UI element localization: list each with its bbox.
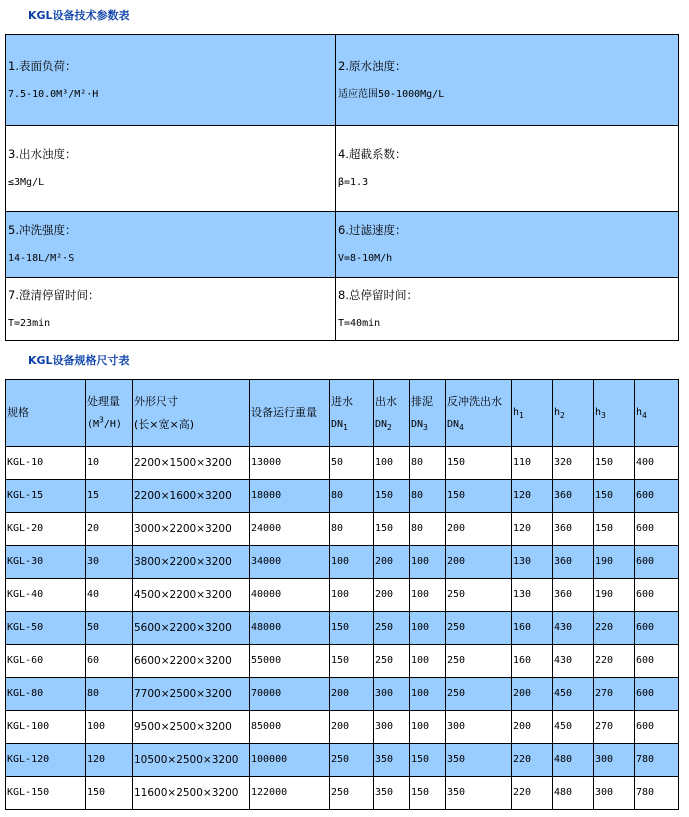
cell-weight: 55000 <box>250 645 330 678</box>
cell-h2: 360 <box>553 546 594 579</box>
cell-h3: 270 <box>594 678 635 711</box>
param-label: 2.原水浊度： <box>338 58 407 73</box>
cell-h2: 430 <box>553 612 594 645</box>
cell-h2: 360 <box>553 579 594 612</box>
param-cell <box>6 126 336 212</box>
cell-backwash-dn4: 150 <box>446 480 512 513</box>
cell-inlet-dn1: 150 <box>330 612 374 645</box>
cell-h1: 160 <box>512 645 553 678</box>
cell-dimensions: 3000×2200×3200 <box>133 513 250 546</box>
cell-capacity: 120 <box>86 744 133 777</box>
table-row <box>6 711 679 744</box>
cell-inlet-dn1: 80 <box>330 480 374 513</box>
cell-h1: 110 <box>512 447 553 480</box>
cell-h2: 430 <box>553 645 594 678</box>
param-cell <box>6 212 336 278</box>
cell-outlet-dn2: 300 <box>374 711 410 744</box>
param-value: 14-18L/M²·S <box>8 253 75 264</box>
cell-h3: 190 <box>594 579 635 612</box>
param-label: 7.澄清停留时间： <box>8 287 100 302</box>
cell-sludge-dn3: 150 <box>410 744 446 777</box>
header-h3: $h_3$ <box>594 380 635 447</box>
cell-model: KGL-60 <box>6 645 86 678</box>
cell-sludge-dn3: 80 <box>410 447 446 480</box>
cell-sludge-dn3: 100 <box>410 612 446 645</box>
cell-model: KGL-15 <box>6 480 86 513</box>
cell-weight: 34000 <box>250 546 330 579</box>
cell-outlet-dn2: 250 <box>374 645 410 678</box>
param-cell <box>6 35 336 126</box>
header-inlet: 进水 $DN_1$ <box>330 380 374 447</box>
header-dimensions: 外形尺寸 (长×宽×高) <box>133 380 250 447</box>
cell-backwash-dn4: 350 <box>446 744 512 777</box>
cell-h3: 300 <box>594 777 635 810</box>
header-sludge: 排泥 $DN_3$ <box>410 380 446 447</box>
header-h1: $h_1$ <box>512 380 553 447</box>
table-row <box>6 579 679 612</box>
cell-h2: 450 <box>553 678 594 711</box>
cell-h3: 150 <box>594 447 635 480</box>
param-label: 6.过滤速度： <box>338 223 407 237</box>
cell-capacity: 60 <box>86 645 133 678</box>
param-value: 7.5-10.0M³/M²·H <box>8 88 99 100</box>
param-value: 适应范围50-1000Mg/L <box>338 88 445 100</box>
cell-weight: 122000 <box>250 777 330 810</box>
cell-h2: 480 <box>553 744 594 777</box>
cell-h4: 400 <box>635 447 679 480</box>
cell-backwash-dn4: 250 <box>446 678 512 711</box>
param-cell <box>336 35 679 126</box>
cell-h4: 600 <box>635 612 679 645</box>
cell-weight: 40000 <box>250 579 330 612</box>
param-cell <box>336 278 679 341</box>
cell-h2: 360 <box>553 480 594 513</box>
cell-h1: 200 <box>512 711 553 744</box>
cell-h2: 320 <box>553 447 594 480</box>
cell-weight: 18000 <box>250 480 330 513</box>
cell-inlet-dn1: 50 <box>330 447 374 480</box>
cell-h1: 220 <box>512 777 553 810</box>
cell-weight: 70000 <box>250 678 330 711</box>
cell-dimensions: 3800×2200×3200 <box>133 546 250 579</box>
cell-sludge-dn3: 80 <box>410 513 446 546</box>
cell-h4: 600 <box>635 546 679 579</box>
cell-h4: 600 <box>635 711 679 744</box>
cell-sludge-dn3: 80 <box>410 480 446 513</box>
cell-model: KGL-10 <box>6 447 86 480</box>
table-row <box>6 612 679 645</box>
cell-h2: 480 <box>553 777 594 810</box>
cell-h4: 600 <box>635 480 679 513</box>
cell-dimensions: 5600×2200×3200 <box>133 612 250 645</box>
cell-outlet-dn2: 250 <box>374 612 410 645</box>
cell-dimensions: 6600×2200×3200 <box>133 645 250 678</box>
table-row <box>6 744 679 777</box>
table-row <box>6 447 679 480</box>
table-row <box>6 678 679 711</box>
cell-h2: 360 <box>553 513 594 546</box>
param-label: 8.总停留时间： <box>338 287 418 302</box>
cell-sludge-dn3: 100 <box>410 711 446 744</box>
param-value: T=40min <box>338 317 381 329</box>
cell-h3: 270 <box>594 711 635 744</box>
cell-capacity: 10 <box>86 447 133 480</box>
cell-backwash-dn4: 300 <box>446 711 512 744</box>
specs-table-title: KGL设备规格尺寸表 <box>28 354 130 367</box>
cell-outlet-dn2: 350 <box>374 744 410 777</box>
cell-dimensions: 4500×2200×3200 <box>133 579 250 612</box>
cell-capacity: 50 <box>86 612 133 645</box>
cell-model: KGL-150 <box>6 777 86 810</box>
cell-h3: 220 <box>594 612 635 645</box>
cell-inlet-dn1: 200 <box>330 711 374 744</box>
cell-weight: 13000 <box>250 447 330 480</box>
cell-model: KGL-30 <box>6 546 86 579</box>
cell-dimensions: 7700×2500×3200 <box>133 678 250 711</box>
cell-dimensions: 11600×2500×3200 <box>133 777 250 810</box>
cell-capacity: 80 <box>86 678 133 711</box>
param-value: T=23min <box>8 317 51 329</box>
table-row <box>6 546 679 579</box>
header-model: 规格 <box>6 380 86 447</box>
cell-h3: 190 <box>594 546 635 579</box>
cell-inlet-dn1: 100 <box>330 546 374 579</box>
cell-inlet-dn1: 100 <box>330 579 374 612</box>
cell-model: KGL-50 <box>6 612 86 645</box>
cell-sludge-dn3: 100 <box>410 579 446 612</box>
param-value: β=1.3 <box>338 177 369 188</box>
cell-h2: 450 <box>553 711 594 744</box>
cell-inlet-dn1: 200 <box>330 678 374 711</box>
technical-parameters-table <box>5 34 679 341</box>
param-value: ≤3Mg/L <box>8 177 45 188</box>
cell-backwash-dn4: 200 <box>446 513 512 546</box>
cell-weight: 24000 <box>250 513 330 546</box>
param-label: 1.表面负荷： <box>8 58 77 73</box>
cell-outlet-dn2: 100 <box>374 447 410 480</box>
cell-weight: 48000 <box>250 612 330 645</box>
cell-sludge-dn3: 100 <box>410 546 446 579</box>
cell-capacity: 20 <box>86 513 133 546</box>
cell-dimensions: 9500×2500×3200 <box>133 711 250 744</box>
header-h4: $h_4$ <box>635 380 679 447</box>
cell-backwash-dn4: 250 <box>446 612 512 645</box>
cell-sludge-dn3: 100 <box>410 645 446 678</box>
cell-outlet-dn2: 300 <box>374 678 410 711</box>
cell-weight: 85000 <box>250 711 330 744</box>
cell-inlet-dn1: 150 <box>330 645 374 678</box>
param-cell <box>336 126 679 212</box>
cell-model: KGL-100 <box>6 711 86 744</box>
cell-h4: 780 <box>635 744 679 777</box>
cell-backwash-dn4: 250 <box>446 579 512 612</box>
cell-model: KGL-80 <box>6 678 86 711</box>
header-h2: $h_2$ <box>553 380 594 447</box>
table-row <box>6 777 679 810</box>
param-value: V=8-10M/h <box>338 253 393 264</box>
cell-capacity: 30 <box>86 546 133 579</box>
cell-outlet-dn2: 200 <box>374 579 410 612</box>
param-cell <box>336 212 679 278</box>
cell-h1: 220 <box>512 744 553 777</box>
cell-inlet-dn1: 250 <box>330 744 374 777</box>
header-outlet: 出水 $DN_2$ <box>374 380 410 447</box>
cell-h1: 130 <box>512 546 553 579</box>
cell-h3: 220 <box>594 645 635 678</box>
table-row <box>6 645 679 678</box>
params-table-title: KGL设备技术参数表 <box>28 9 130 22</box>
cell-capacity: 40 <box>86 579 133 612</box>
cell-dimensions: 2200×1600×3200 <box>133 480 250 513</box>
cell-inlet-dn1: 250 <box>330 777 374 810</box>
cell-model: KGL-120 <box>6 744 86 777</box>
cell-capacity: 100 <box>86 711 133 744</box>
cell-outlet-dn2: 200 <box>374 546 410 579</box>
cell-h4: 600 <box>635 579 679 612</box>
cell-h1: 200 <box>512 678 553 711</box>
param-label: 3.出水浊度： <box>8 147 77 161</box>
cell-h4: 780 <box>635 777 679 810</box>
cell-inlet-dn1: 80 <box>330 513 374 546</box>
cell-outlet-dn2: 150 <box>374 513 410 546</box>
cell-h3: 150 <box>594 513 635 546</box>
table-row <box>6 513 679 546</box>
cell-sludge-dn3: 100 <box>410 678 446 711</box>
cell-h4: 600 <box>635 513 679 546</box>
cell-model: KGL-20 <box>6 513 86 546</box>
cell-weight: 100000 <box>250 744 330 777</box>
cell-h1: 160 <box>512 612 553 645</box>
specifications-table <box>5 379 679 810</box>
cell-h3: 150 <box>594 480 635 513</box>
cell-model: KGL-40 <box>6 579 86 612</box>
cell-outlet-dn2: 350 <box>374 777 410 810</box>
cell-sludge-dn3: 150 <box>410 777 446 810</box>
cell-h1: 120 <box>512 513 553 546</box>
header-capacity: 处理量 $(M^3/H)$ <box>86 380 133 447</box>
param-label: 4.超截系数： <box>338 147 407 161</box>
cell-h1: 130 <box>512 579 553 612</box>
table-row <box>6 480 679 513</box>
cell-capacity: 150 <box>86 777 133 810</box>
cell-outlet-dn2: 150 <box>374 480 410 513</box>
specifications-body <box>6 447 679 810</box>
cell-dimensions: 2200×1500×3200 <box>133 447 250 480</box>
header-weight: 设备运行重量 <box>250 380 330 447</box>
header-backwash: 反冲洗出水 $DN_4$ <box>446 380 512 447</box>
cell-capacity: 15 <box>86 480 133 513</box>
cell-h1: 120 <box>512 480 553 513</box>
param-label: 5.冲洗强度： <box>8 223 77 237</box>
cell-backwash-dn4: 200 <box>446 546 512 579</box>
cell-backwash-dn4: 350 <box>446 777 512 810</box>
cell-backwash-dn4: 150 <box>446 447 512 480</box>
cell-backwash-dn4: 250 <box>446 645 512 678</box>
param-cell <box>6 278 336 341</box>
cell-h4: 600 <box>635 645 679 678</box>
cell-dimensions: 10500×2500×3200 <box>133 744 250 777</box>
cell-h3: 300 <box>594 744 635 777</box>
cell-h4: 600 <box>635 678 679 711</box>
